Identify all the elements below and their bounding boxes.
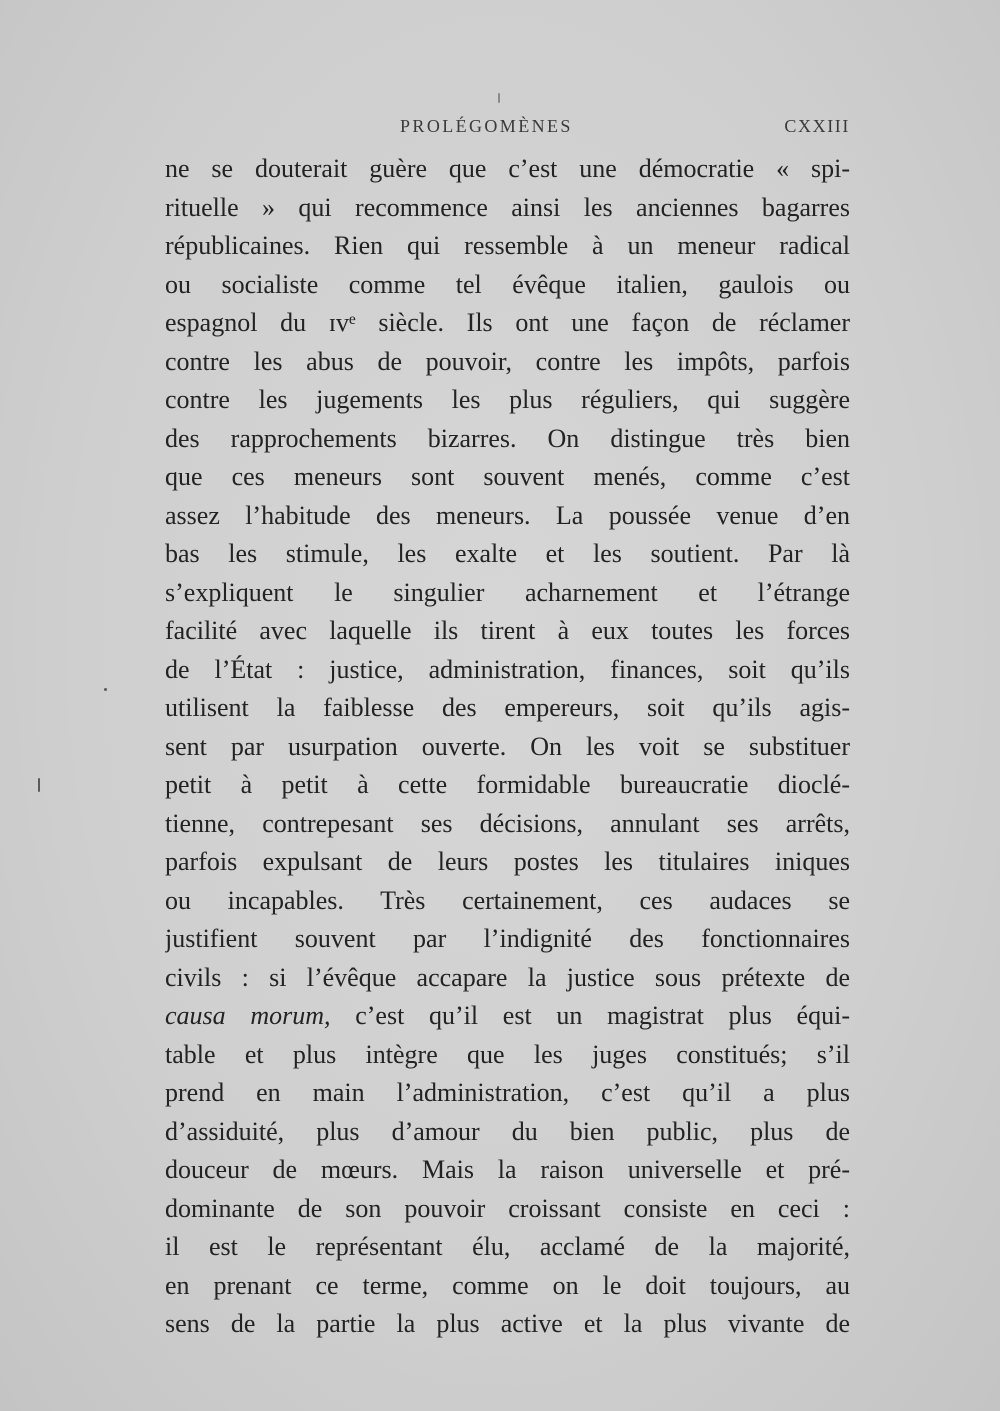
text-line: utilisent la faiblesse des empereurs, soit qu’ils agis- [165, 693, 850, 722]
text-line: de l’État : justice, administration, finances, soit qu’ils [165, 654, 850, 684]
text-line: il est le représentant élu, acclamé de la majorité, [165, 1232, 850, 1261]
text-line: parfois expulsant de leurs postes les titulaires iniques [165, 847, 850, 876]
running-title: PROLÉGOMÈNES [400, 116, 573, 136]
text-line: dominante de son pouvoir croissant consiste en ceci : [165, 1193, 850, 1223]
text-line: tienne, contrepesant ses décisions, annulant ses arrêts, [165, 808, 850, 838]
text-line: douceur de mœurs. Mais la raison universelle et pré- [165, 1155, 850, 1184]
text-line: que ces meneurs sont souvent menés, comme c’est [165, 462, 850, 491]
body-text [165, 150, 850, 1344]
text-line: assez l’habitude des meneurs. La poussée venue d’en [165, 500, 850, 530]
text-line: espagnol du ɪᴠᵉ siècle. Ils ont une façon de réclamer [165, 308, 850, 337]
text-line: sent par usurpation ouverte. On les voit se substituer [165, 731, 850, 761]
text-line: justifient souvent par l’indignité des fonctionnaires [165, 924, 850, 953]
text-line: républicaines. Rien qui ressemble à un meneur radical [165, 231, 850, 260]
paper-speck [38, 778, 40, 792]
text-line: rituelle » qui recommence ainsi les anciennes bagarres [165, 192, 850, 222]
text-line: prend en main l’administration, c’est qu’il a plus [165, 1078, 850, 1107]
text-line: des rapprochements bizarres. On distingue très bien [165, 423, 850, 453]
page-number: CXXIII [784, 116, 850, 136]
text-line: s’expliquent le singulier acharnement et l’étrange [165, 577, 850, 607]
text-line: ou socialiste comme tel évêque italien, gaulois ou [165, 269, 850, 299]
text-line: en prenant ce terme, comme on le doit toujours, au [165, 1270, 850, 1300]
italic-phrase: causa morum, [165, 1001, 331, 1030]
text-line: contre les abus de pouvoir, contre les impôts, parfois [165, 346, 850, 376]
text-line: contre les jugements les plus réguliers, qui suggère [165, 385, 850, 414]
text-fragment: c’est qu’il est un magistrat plus équi- [330, 1001, 850, 1030]
text-line: petit à petit à cette formidable bureaucratie dioclé- [165, 770, 850, 799]
text-line: ou incapables. Très certainement, ces audaces se [165, 885, 850, 915]
text-line: facilité avec laquelle ils tirent à eux toutes les forces [165, 616, 850, 645]
paper-speck [498, 93, 500, 103]
text-line: table et plus intègre que les juges constitués; s’il [165, 1039, 850, 1069]
page-header [400, 116, 850, 142]
text-line: ne se douterait guère que c’est une démocratie « spi- [165, 154, 850, 183]
text-line: d’assiduité, plus d’amour du bien public, plus de [165, 1116, 850, 1146]
text-line-with-italic [165, 997, 850, 1036]
paper-speck [104, 688, 107, 691]
text-line: bas les stimule, les exalte et les soutient. Par là [165, 539, 850, 568]
text-line: civils : si l’évêque accapare la justice sous prétexte de [165, 962, 850, 992]
text-line: sens de la partie la plus active et la plus vivante de [165, 1309, 850, 1338]
